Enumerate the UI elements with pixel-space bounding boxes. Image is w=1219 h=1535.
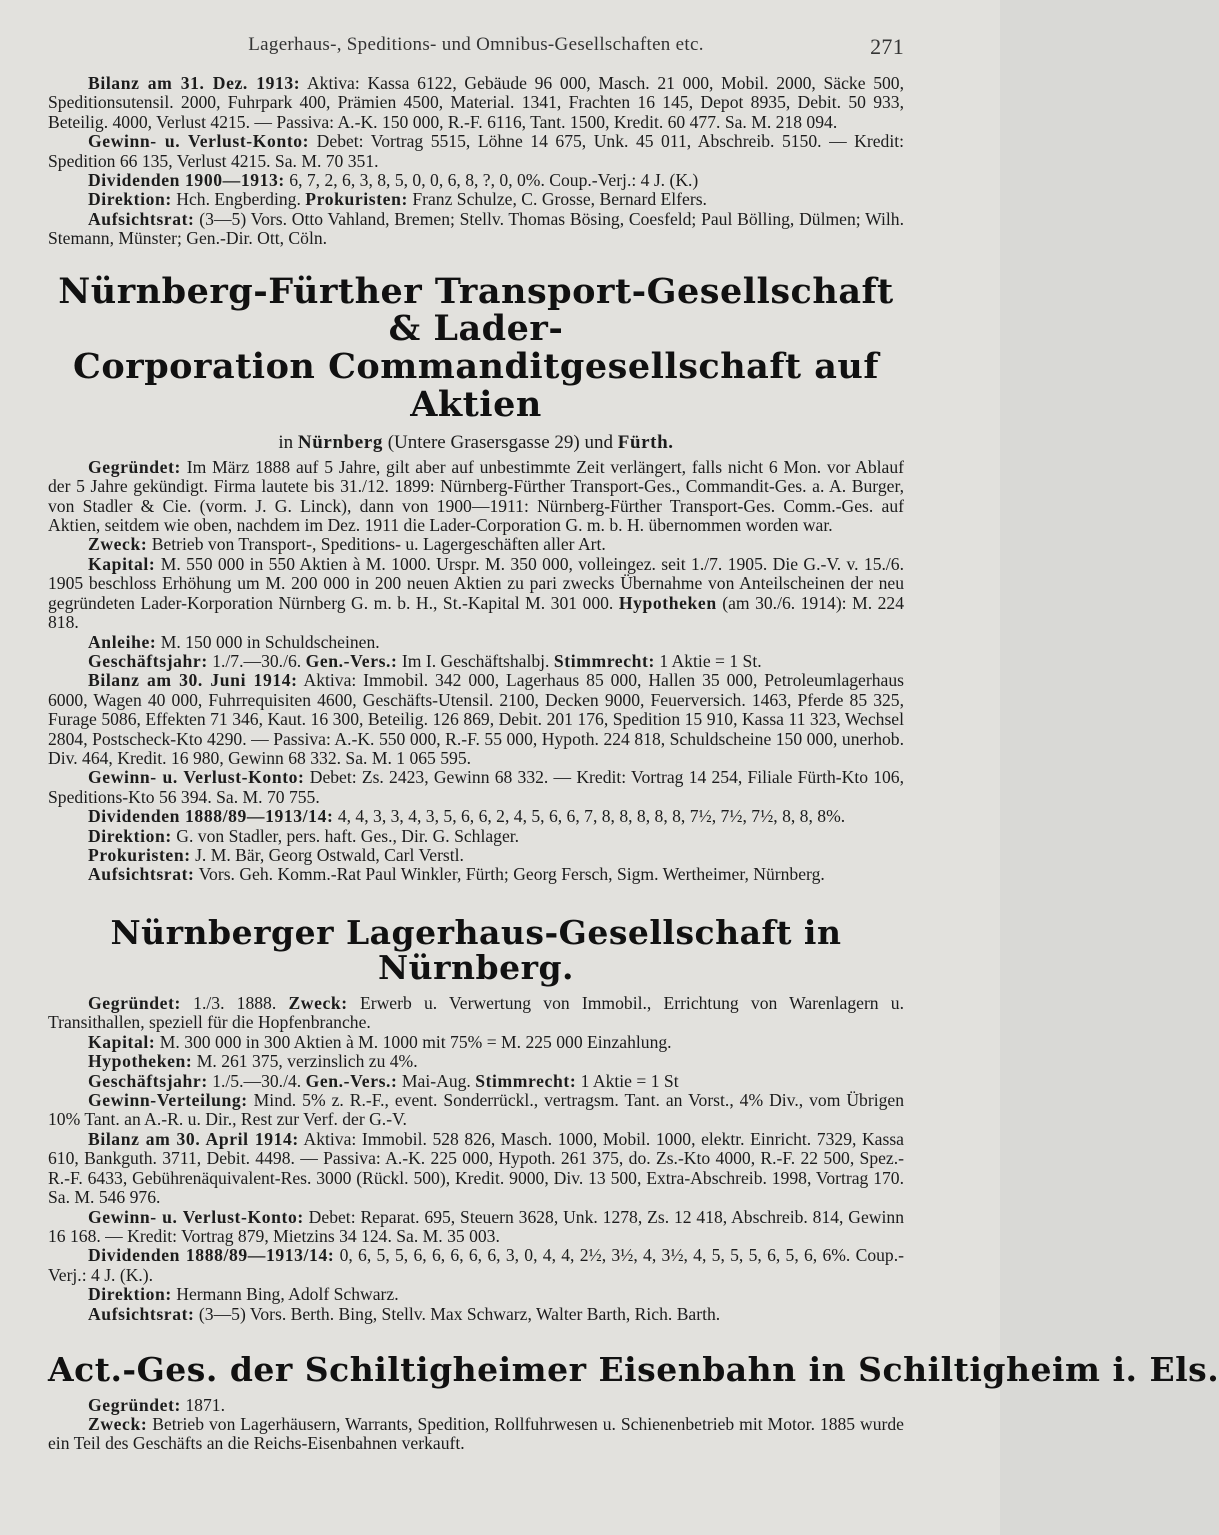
profit-loss-entry: Gewinn- u. Verlust-Konto: Debet: Vortrag 5515, Löhne 14 675, Unk. 45 011, Abschreib. 5150. — Kredit: Spedition 66 135, Verlust 4215. Sa. M. 70 351.	[48, 131, 905, 171]
running-header	[48, 34, 904, 74]
dividends-entry: Dividenden 1900—1913: 6, 7, 2, 6, 3, 8, 5, 0, 0, 6, 8, ?, 0, 0%. Coup.-Verj.: 4 J. (K.)	[88, 170, 699, 191]
mortgages-entry: Hypotheken: M. 261 375, verzinslich zu 4%.	[88, 1051, 418, 1072]
supervisory-board-entry: Aufsichtsrat: (3—5) Vors. Berth. Bing, Stellv. Max Schwarz, Walter Barth, Rich. Barth.	[88, 1303, 721, 1324]
founded-entry: Gegründet: 1871.	[88, 1394, 225, 1415]
company-title: Nürnberg-Fürther Transport-Gesellschaft & Lader- Corporation Commanditgesellschaft auf Aktien	[58, 270, 894, 426]
page-number: 271	[870, 34, 904, 59]
balance-entry: Bilanz am 31. Dez. 1913: Aktiva: Kassa 6122, Gebäude 96 000, Masch. 21 000, Mobil. 2000, Säcke 500, Speditionsutensil. 2000, Fuhrpark 400, Prämien 4500, Material. 1341, Frachten 16 145, Depot 8935, Debit. 50 933, Beteilig. 4000, Verlust 4215. — Passiva: A.-K. 150 000, R.-F. 6116, Tant. 1500, Kredit. 60 477. Sa. M. 218 094.	[48, 73, 904, 132]
prev-company-section	[48, 74, 904, 249]
founded-entry: Gegründet: Im März 1888 auf 5 Jahre, gilt aber auf unbestimmte Zeit verlängert, falls nicht 6 Mon. vor Ablauf der 5 Jahre gekündigt. Firma lautete bis 31./12. 1899: Nürnberg-Fürther Transport-Ges., Commandit-Ges. a. A. Burger, von Stadler & Cie. (vorm. J. G. Linck), dann von 1900—1911: Nürnberg-Fürther Transport-Ges. Comm.-Ges. auf Aktien, seitdem wie oben, nachdem im Dez. 1911 die Lader-Corporation G. m. b. H. übernommen worden war.	[48, 456, 904, 536]
company-title: Act.-Ges. der Schiltigheimer Eisenbahn in Schiltigheim i. Els.	[48, 1349, 1219, 1389]
company-location: in Nürnberg (Untere Grasersgasse 29) und Fürth.	[278, 431, 674, 453]
management-entry: Direktion: Hch. Engberding. Prokuristen: Franz Schulze, C. Grosse, Bernard Elfers.	[88, 189, 707, 210]
company-section-nuernberger-lagerhaus	[48, 912, 904, 1324]
purpose-entry: Zweck: Betrieb von Lagerhäusern, Warrants, Spedition, Rollfuhrwesen u. Schienenbetrieb mit Motor. 1885 wurde ein Teil des Geschäfts an die Reichs-Eisenbahnen verkauft.	[48, 1413, 904, 1454]
company-section-schiltigheimer-eisenbahn	[48, 1349, 1219, 1454]
management-entry: Direktion: Hermann Bing, Adolf Schwarz.	[88, 1284, 399, 1305]
fiscal-year-entry: Geschäftsjahr: 1./7.—30./6. Gen.-Vers.: Im I. Geschäftshalbj. Stimmrecht: 1 Aktie = 1 St.	[88, 650, 762, 671]
supervisory-board-entry: Aufsichtsrat: (3—5) Vors. Otto Vahland, Bremen; Stellv. Thomas Bösing, Coesfeld; Paul Bölling, Dülmen; Wilh. Stemann, Münster; Gen.-Dir. Ott, Cöln.	[48, 208, 904, 249]
company-section-nuernberg-fuerther	[48, 270, 905, 885]
founded-entry: Gegründet: 1./3. 1888. Zweck: Erwerb u. Verwertung von Immobil., Errichtung von Warenlagern u. Transithallen, speziell für die Hopfenbranche.	[48, 993, 904, 1033]
fiscal-year-entry: Geschäftsjahr: 1./5.—30./4. Gen.-Vers.: Mai-Aug. Stimmrecht: 1 Aktie = 1 St	[88, 1070, 679, 1091]
dividends-entry: Dividenden 1888/89—1913/14: 0, 6, 5, 5, 6, 6, 6, 6, 6, 3, 0, 4, 4, 2½, 3½, 4, 3½, 4, 5, 5, 5, 6, 5, 6, 6%. Coup.-Verj.: 4 J. (K.).	[48, 1245, 904, 1285]
authorized-officers-entry: Prokuristen: J. M. Bär, Georg Ostwald, Carl Verstl.	[88, 844, 464, 865]
balance-entry: Bilanz am 30. Juni 1914: Aktiva: Immobil. 342 000, Lagerhaus 85 000, Hallen 35 000, Petroleumlagerhaus 6000, Wagen 40 000, Fuhrrequisiten 4600, Geschäfts-Utensil. 2100, Decken 9000, Feuerversich. 1463, Pferde 85 325, Furage 5086, Effekten 71 346, Kaut. 16 300, Beteilig. 126 869, Debit. 201 176, Spedition 15 910, Kassa 11 323, Wechsel 2804, Postscheck-Kto 4290. — Passiva: A.-K. 550 000, R.-F. 55 000, Hypoth. 224 818, Schuldscheine 150 000, unerhob. Div. 464, Kredit. 16 980, Gewinn 68 332. Sa. M. 1 065 595.	[48, 670, 904, 768]
loan-entry: Anleihe: M. 150 000 in Schuldscheinen.	[88, 631, 380, 652]
capital-entry: Kapital: M. 550 000 in 550 Aktien à M. 1000. Urspr. M. 350 000, volleingez. seit 1./7. 1905. Die G.-V. v. 15./6. 1905 beschloss Erhöhung um M. 200 000 in 200 neuen Aktien zu pari zwecks Übernahme von Anteilscheinen der neu gegründeten Lader-Korporation Nürnberg G. m. b. H., St.-Kapital M. 301 000. Hypotheken (am 30./6. 1914): M. 224 818.	[48, 553, 904, 633]
running-title: Lagerhaus-, Speditions- und Omnibus-Gesellschaften etc.	[248, 34, 704, 55]
dividends-entry: Dividenden 1888/89—1913/14: 4, 4, 3, 3, 4, 3, 5, 6, 6, 2, 4, 5, 6, 6, 7, 8, 8, 8, 8, 8, 7½, 7½, 7½, 8, 8, 8%.	[88, 806, 846, 827]
supervisory-board-entry: Aufsichtsrat: Vors. Geh. Komm.-Rat Paul Winkler, Fürth; Georg Fersch, Sigm. Wertheimer, Nürnberg.	[88, 864, 825, 885]
profit-loss-entry: Gewinn- u. Verlust-Konto: Debet: Zs. 2423, Gewinn 68 332. — Kredit: Vortrag 14 254, Filiale Fürth-Kto 106, Speditions-Kto 56 394. Sa. M. 70 755.	[48, 767, 905, 807]
profit-loss-entry: Gewinn- u. Verlust-Konto: Debet: Reparat. 695, Steuern 3628, Unk. 1278, Zs. 12 418, Abschreib. 814, Gewinn 16 168. — Kredit: Vortrag 879, Mietzins 34 124. Sa. M. 35 003.	[48, 1206, 904, 1246]
balance-entry: Bilanz am 30. April 1914: Aktiva: Immobil. 528 826, Masch. 1000, Mobil. 1000, elektr. Einricht. 7329, Kassa 610, Bankguth. 3711, Debit. 4498. — Passiva: A.-K. 225 000, Hypoth. 261 375, do. Zs.-Kto 4000, R.-F. 22 500, Spez.-R.-F. 6433, Gebührenäquivalent-Res. 3000 (Rückl. 500), Kredit. 9000, Div. 13 500, Extra-Abschreib. 1998, Vortrag 170. Sa. M. 546 976.	[48, 1128, 904, 1208]
capital-entry: Kapital: M. 300 000 in 300 Aktien à M. 1000 mit 75% = M. 225 000 Einzahlung.	[88, 1031, 672, 1052]
management-entry: Direktion: G. von Stadler, pers. haft. Ges., Dir. G. Schlager.	[88, 825, 520, 846]
purpose-entry: Zweck: Betrieb von Transport-, Speditions- u. Lagergeschäften aller Art.	[88, 534, 606, 555]
company-title: Nürnberger Lagerhaus-Gesellschaft in Nürnberg.	[110, 912, 842, 988]
profit-distribution-entry: Gewinn-Verteilung: Mind. 5% z. R.-F., event. Sonderrückl., vertragsm. Tant. an Vorst., 4% Div., vom Übrigen 10% Tant. an A.-R. u. Dir., Rest zur Verf. der G.-V.	[48, 1090, 904, 1130]
